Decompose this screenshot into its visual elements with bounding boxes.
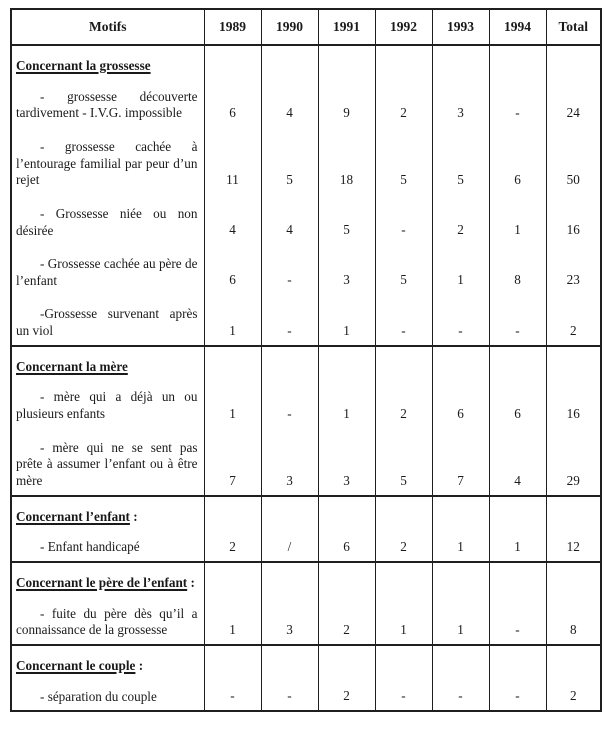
value-cell-1994: 1 <box>489 527 546 562</box>
value-cell-1994: - <box>489 677 546 712</box>
empty-cell <box>318 562 375 594</box>
table-section-3 <box>11 562 601 645</box>
section-heading-row <box>11 645 601 677</box>
col-header-1989: 1989 <box>204 9 261 45</box>
motif-label-cell <box>11 294 204 345</box>
section-heading-text: Concernant la grossesse <box>16 58 151 73</box>
motif-label-cell <box>11 194 204 244</box>
value-cell-1991: 6 <box>318 527 375 562</box>
value-cell-1990: 5 <box>261 127 318 194</box>
value-cell-1992: 1 <box>375 594 432 645</box>
empty-cell <box>489 645 546 677</box>
empty-cell <box>318 45 375 77</box>
value-cell-1994: 1 <box>489 194 546 244</box>
value-cell-1994: - <box>489 594 546 645</box>
section-heading-cell <box>11 562 204 594</box>
motif-label: -Grossesse survenant après un viol <box>16 306 198 339</box>
value-cell-1992: - <box>375 677 432 712</box>
value-cell-1991: 3 <box>318 244 375 294</box>
value-cell-1993: 1 <box>432 244 489 294</box>
value-cell-1989: 6 <box>204 77 261 127</box>
col-header-1990: 1990 <box>261 9 318 45</box>
value-cell-1989: 1 <box>204 377 261 427</box>
section-heading-colon: : <box>187 575 195 591</box>
motif-label-cell <box>11 377 204 427</box>
empty-cell <box>261 45 318 77</box>
value-cell-1993: 2 <box>432 194 489 244</box>
motif-label-cell <box>11 594 204 645</box>
empty-cell <box>546 645 601 677</box>
motif-label: - mère qui ne se sent pas prête à assumer l’enfant ou à être mère <box>16 439 198 488</box>
value-cell-1994: 8 <box>489 244 546 294</box>
value-cell-1993: 3 <box>432 77 489 127</box>
value-cell-1992: - <box>375 294 432 345</box>
section-heading-cell <box>11 496 204 528</box>
motif-row <box>11 77 601 127</box>
empty-cell <box>318 346 375 378</box>
value-cell-1992: 2 <box>375 77 432 127</box>
value-cell-1994: 4 <box>489 428 546 496</box>
value-cell-1994: - <box>489 294 546 345</box>
value-cell-1992: 2 <box>375 527 432 562</box>
value-cell-1989: 7 <box>204 428 261 496</box>
empty-cell <box>432 346 489 378</box>
value-cell-1992: 2 <box>375 377 432 427</box>
empty-cell <box>432 562 489 594</box>
section-heading-row <box>11 496 601 528</box>
motif-row <box>11 194 601 244</box>
value-cell-1989: 1 <box>204 294 261 345</box>
value-cell-1993: 1 <box>432 527 489 562</box>
value-cell-1990: 3 <box>261 428 318 496</box>
section-heading-text: Concernant l’enfant <box>16 508 130 524</box>
empty-cell <box>204 645 261 677</box>
section-heading-text: Concernant le père de l’enfant <box>16 575 188 591</box>
value-cell-total: 50 <box>546 127 601 194</box>
value-cell-1991: 9 <box>318 77 375 127</box>
empty-cell <box>489 346 546 378</box>
motif-label-cell <box>11 77 204 127</box>
value-cell-1993: 5 <box>432 127 489 194</box>
value-cell-1990: - <box>261 677 318 712</box>
empty-cell <box>318 496 375 528</box>
value-cell-1993: - <box>432 677 489 712</box>
motif-row <box>11 527 601 562</box>
empty-cell <box>204 562 261 594</box>
empty-cell <box>261 645 318 677</box>
value-cell-1993: 1 <box>432 594 489 645</box>
section-heading-colon: : <box>129 508 138 524</box>
value-cell-total: 29 <box>546 428 601 496</box>
value-cell-1990: / <box>261 527 318 562</box>
value-cell-1990: 3 <box>261 594 318 645</box>
empty-cell <box>375 346 432 378</box>
section-heading-text: Concernant le couple <box>16 658 136 674</box>
value-cell-total: 16 <box>546 194 601 244</box>
empty-cell <box>489 562 546 594</box>
value-cell-total: 2 <box>546 677 601 712</box>
value-cell-1991: 1 <box>318 294 375 345</box>
section-heading-row <box>11 562 601 594</box>
value-cell-1994: 6 <box>489 377 546 427</box>
section-heading-row <box>11 45 601 77</box>
empty-cell <box>375 496 432 528</box>
value-cell-1990: - <box>261 294 318 345</box>
value-cell-1992: - <box>375 194 432 244</box>
section-heading <box>16 573 199 594</box>
empty-cell <box>204 45 261 77</box>
motif-row <box>11 594 601 645</box>
empty-cell <box>432 496 489 528</box>
value-cell-1990: 4 <box>261 77 318 127</box>
empty-cell <box>489 45 546 77</box>
col-header-1994: 1994 <box>489 9 546 45</box>
section-heading <box>16 357 199 378</box>
empty-cell <box>261 346 318 378</box>
section-heading <box>16 56 199 77</box>
empty-cell <box>546 45 601 77</box>
empty-cell <box>432 45 489 77</box>
section-heading-colon: : <box>135 658 144 674</box>
value-cell-1990: - <box>261 377 318 427</box>
value-cell-1993: 7 <box>432 428 489 496</box>
value-cell-1989: 1 <box>204 594 261 645</box>
empty-cell <box>375 645 432 677</box>
value-cell-total: 12 <box>546 527 601 562</box>
value-cell-1989: 11 <box>204 127 261 194</box>
section-heading-cell <box>11 645 204 677</box>
value-cell-1990: 4 <box>261 194 318 244</box>
motif-label-cell <box>11 244 204 294</box>
empty-cell <box>204 346 261 378</box>
value-cell-1991: 5 <box>318 194 375 244</box>
motif-row <box>11 377 601 427</box>
value-cell-1992: 5 <box>375 127 432 194</box>
value-cell-1991: 2 <box>318 594 375 645</box>
motif-label: - Enfant handicapé <box>40 539 140 555</box>
value-cell-total: 24 <box>546 77 601 127</box>
value-cell-1989: 4 <box>204 194 261 244</box>
section-heading-text: Concernant la mère <box>16 358 128 374</box>
table-header <box>11 9 601 45</box>
motif-label-cell <box>11 527 204 562</box>
col-header-total: Total <box>546 9 601 45</box>
motifs-table <box>10 8 602 712</box>
motif-label: - Grossesse niée ou non désirée <box>16 205 198 238</box>
value-cell-1989: 6 <box>204 244 261 294</box>
value-cell-1990: - <box>261 244 318 294</box>
empty-cell <box>375 562 432 594</box>
value-cell-total: 23 <box>546 244 601 294</box>
empty-cell <box>546 346 601 378</box>
value-cell-1991: 18 <box>318 127 375 194</box>
motif-label-cell <box>11 428 204 496</box>
value-cell-1992: 5 <box>375 428 432 496</box>
col-header-motifs: Motifs <box>11 9 204 45</box>
col-header-1991: 1991 <box>318 9 375 45</box>
header-row <box>11 9 601 45</box>
value-cell-1992: 5 <box>375 244 432 294</box>
table-section-4 <box>11 645 601 711</box>
motif-label: - mère qui a déjà un ou plusieurs enfants <box>16 389 198 422</box>
section-heading-row <box>11 346 601 378</box>
table-section-0 <box>11 45 601 346</box>
motif-row <box>11 428 601 496</box>
value-cell-1994: - <box>489 77 546 127</box>
section-heading-cell <box>11 45 204 77</box>
motif-label: - grossesse découverte tardivement - I.V.G. impossible <box>16 88 198 121</box>
value-cell-1993: - <box>432 294 489 345</box>
empty-cell <box>261 562 318 594</box>
motif-label-cell <box>11 127 204 194</box>
value-cell-1991: 3 <box>318 428 375 496</box>
motif-row <box>11 677 601 712</box>
motif-label: - séparation du couple <box>40 688 157 704</box>
value-cell-total: 16 <box>546 377 601 427</box>
empty-cell <box>546 496 601 528</box>
motif-row <box>11 127 601 194</box>
empty-cell <box>489 496 546 528</box>
empty-cell <box>261 496 318 528</box>
col-header-1993: 1993 <box>432 9 489 45</box>
motif-row <box>11 294 601 345</box>
value-cell-1989: 2 <box>204 527 261 562</box>
value-cell-1989: - <box>204 677 261 712</box>
value-cell-1993: 6 <box>432 377 489 427</box>
motif-label: - grossesse cachée à l’entourage familial par peur d’un rejet <box>16 139 198 188</box>
motif-label-cell <box>11 677 204 712</box>
value-cell-1994: 6 <box>489 127 546 194</box>
col-header-1992: 1992 <box>375 9 432 45</box>
motif-label: - fuite du père dès qu’il a connaissance de la grossesse <box>16 605 198 638</box>
empty-cell <box>432 645 489 677</box>
table-section-2 <box>11 496 601 562</box>
section-heading-cell <box>11 346 204 378</box>
value-cell-total: 2 <box>546 294 601 345</box>
table-section-1 <box>11 346 601 496</box>
motif-row <box>11 244 601 294</box>
empty-cell <box>204 496 261 528</box>
empty-cell <box>546 562 601 594</box>
section-heading <box>16 507 199 528</box>
empty-cell <box>375 45 432 77</box>
motif-label: - Grossesse cachée au père de l’enfant <box>16 256 198 288</box>
empty-cell <box>318 645 375 677</box>
value-cell-1991: 1 <box>318 377 375 427</box>
value-cell-total: 8 <box>546 594 601 645</box>
value-cell-1991: 2 <box>318 677 375 712</box>
section-heading <box>16 656 199 677</box>
